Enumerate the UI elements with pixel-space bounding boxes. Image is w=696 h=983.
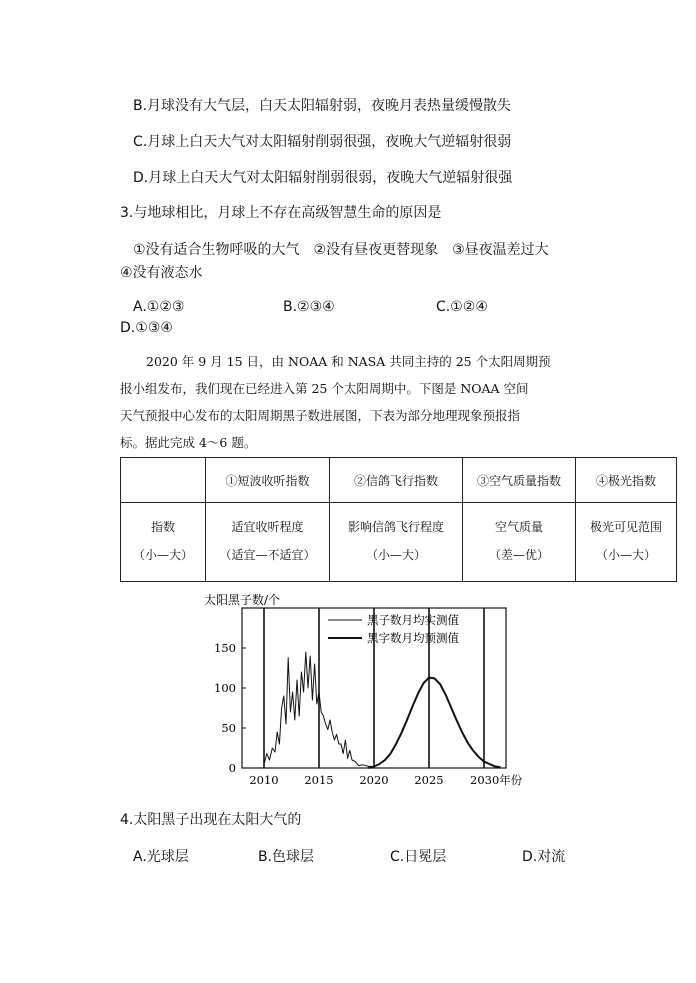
cell-range: （小—大） [595, 548, 656, 562]
cell-range: （差—优） [488, 548, 549, 562]
table-cell-pigeon [330, 503, 463, 582]
y-tick-label: 150 [214, 641, 236, 655]
chart-legend [328, 613, 459, 645]
chart-y-axis-title: 太阳黑子数/个 [204, 593, 281, 607]
table-header-empty [121, 458, 206, 503]
row-label-name: 指数 [150, 520, 175, 534]
index-table-body-row [121, 503, 677, 582]
cell-range: （小—大） [365, 548, 426, 562]
row-label-range: （小—大） [132, 548, 193, 562]
q4-option-b: B.色球层 [258, 849, 315, 865]
q3-option-a: A.①②③ [133, 299, 185, 315]
q3-option-b: B.②③④ [283, 299, 335, 315]
index-table [120, 457, 677, 582]
x-tick-label: 2010 [249, 773, 279, 787]
table-header-aurora: ④极光指数 [576, 458, 677, 503]
passage-line-1: 2020 年 9 月 15 日，由 NOAA 和 NASA 共同主持的 25 个太阳周期预 [146, 354, 551, 369]
table-cell-shortwave [206, 503, 330, 582]
table-row-label [121, 503, 206, 582]
q3-option-c: C.①②④ [436, 299, 488, 315]
passage [120, 348, 580, 456]
cell-text: 影响信鸽飞行程度 [347, 520, 444, 534]
q2-option-b: B.月球没有大气层，白天太阳辐射弱，夜晚月表热量缓慢散失 [133, 98, 512, 114]
q2-option-c: C.月球上白天大气对太阳辐射削弱很强，夜晚大气逆辐射很弱 [133, 134, 512, 150]
table-header-pigeon: ②信鸽飞行指数 [330, 458, 463, 503]
cell-text: 适宜收听程度 [231, 520, 304, 534]
passage-line-3: 天气预报中心发布的太阳周期黑子数进展图，下表为部分地理现象预报指 [120, 408, 521, 423]
q3-option-d: D.①③④ [120, 320, 173, 336]
q4-option-c: C.日冕层 [390, 849, 447, 865]
q3-items-line2: ④没有液态水 [120, 265, 203, 281]
passage-line-4: 标。据此完成 4～6 题。 [120, 435, 257, 450]
q4-stem: 4.太阳黑子出现在太阳大气的 [120, 812, 302, 828]
q3-stem: 3.与地球相比，月球上不存在高级智慧生命的原因是 [120, 205, 442, 221]
cell-range: （适宜—不适宜） [219, 548, 316, 562]
y-tick-label: 50 [221, 721, 236, 735]
q4-option-d: D.对流 [522, 849, 566, 865]
sunspot-chart [196, 590, 526, 790]
q3-items-line1: ①没有适合生物呼吸的大气 ②没有昼夜更替现象 ③昼夜温差过大 [133, 242, 549, 258]
legend-label-actual: 黑子数月均实测值 [367, 613, 459, 627]
cell-text: 空气质量 [494, 520, 543, 534]
x-tick-label: 2020 [359, 773, 389, 787]
index-table-header-row [121, 458, 677, 503]
series-predicted-line [369, 678, 501, 768]
table-cell-air-quality [463, 503, 576, 582]
x-tick-label: 2025 [414, 773, 444, 787]
table-header-air-quality: ③空气质量指数 [463, 458, 576, 503]
y-tick-label: 100 [214, 681, 236, 695]
q4-option-a: A.光球层 [133, 849, 189, 865]
y-tick-label: 0 [228, 761, 236, 775]
x-tick-label: 2015 [304, 773, 334, 787]
cell-text: 极光可见范围 [589, 520, 662, 534]
q2-option-d: D.月球上白天大气对太阳辐射削弱很弱，夜晚大气逆辐射很强 [133, 170, 513, 186]
table-header-shortwave: ①短波收听指数 [206, 458, 330, 503]
passage-line-2: 报小组发布，我们现在已经进入第 25 个太阳周期中。下图是 NOAA 空间 [120, 381, 529, 396]
x-tick-label: 2030年份 [470, 773, 523, 787]
table-cell-aurora [576, 503, 677, 582]
legend-label-predicted: 黑字数月均预测值 [367, 631, 459, 645]
